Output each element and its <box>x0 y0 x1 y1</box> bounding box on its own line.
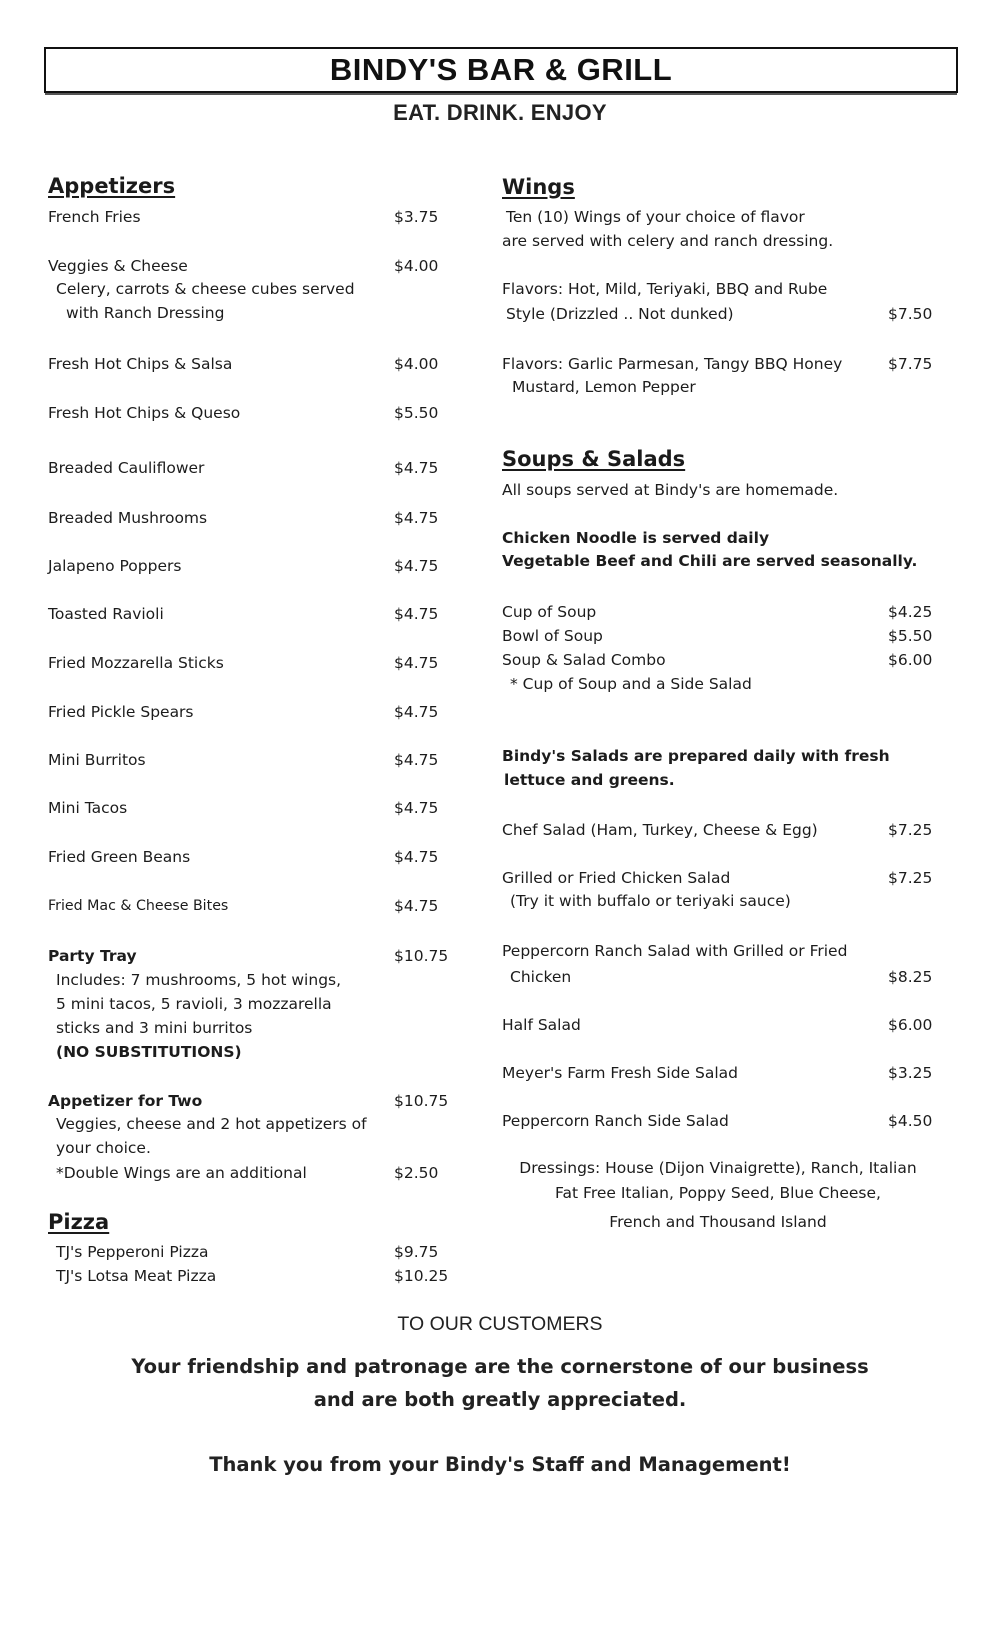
item-name: Veggies & Cheese <box>48 257 188 275</box>
item-price: $4.75 <box>394 459 439 477</box>
item-name: TJ's Pepperoni Pizza <box>56 1243 209 1261</box>
item-price: $4.75 <box>394 509 439 527</box>
item-price: $5.50 <box>888 627 933 645</box>
item-price: $10.25 <box>394 1267 449 1285</box>
footer-heading: TO OUR CUSTOMERS <box>397 1313 603 1335</box>
appetizers-heading: Appetizers <box>48 174 176 198</box>
wings-flavors: Flavors: Hot, Mild, Teriyaki, BBQ and Rube <box>502 280 828 298</box>
footer-line: Your friendship and patronage are the cornerstone of our business <box>131 1355 869 1378</box>
item-name: Breaded Cauliflower <box>48 459 205 477</box>
item-price: $2.50 <box>394 1164 439 1182</box>
item-price: $4.75 <box>394 897 439 915</box>
item-price: $7.25 <box>888 869 933 887</box>
salad-note: Bindy's Salads are prepared daily with fresh <box>502 747 890 765</box>
item-name: Chef Salad (Ham, Turkey, Cheese & Egg) <box>502 821 818 839</box>
item-note: *Double Wings are an additional <box>56 1164 307 1182</box>
wings-intro: Ten (10) Wings of your choice of flavor <box>506 208 805 226</box>
item-name: Meyer's Farm Fresh Side Salad <box>502 1064 738 1082</box>
item-price: $9.75 <box>394 1243 439 1261</box>
item-price: $4.75 <box>394 557 439 575</box>
item-price: $7.75 <box>888 355 933 373</box>
item-name: Mini Tacos <box>48 799 128 817</box>
item-price: $10.75 <box>394 947 449 965</box>
item-name: French Fries <box>48 208 141 226</box>
item-name: Fried Green Beans <box>48 848 191 866</box>
item-name: Grilled or Fried Chicken Salad <box>502 869 731 887</box>
item-description: Includes: 7 mushrooms, 5 hot wings, <box>56 971 342 989</box>
item-name: TJ's Lotsa Meat Pizza <box>56 1267 217 1285</box>
dressings-list: Fat Free Italian, Poppy Seed, Blue Cheese, <box>555 1184 881 1202</box>
tagline: EAT. DRINK. ENJOY <box>393 100 607 125</box>
pizza-heading: Pizza <box>48 1210 110 1234</box>
soups-note: Chicken Noodle is served daily <box>502 529 770 547</box>
item-price: $4.75 <box>394 654 439 672</box>
item-description: Veggies, cheese and 2 hot appetizers of <box>56 1115 367 1133</box>
item-name: Toasted Ravioli <box>48 605 164 623</box>
combo-note: * Cup of Soup and a Side Salad <box>510 675 752 693</box>
wings-flavors: Flavors: Garlic Parmesan, Tangy BBQ Honey <box>502 355 843 373</box>
item-name: Chicken <box>510 968 572 986</box>
wings-intro: are served with celery and ranch dressing. <box>502 232 834 250</box>
item-name: Party Tray <box>48 947 137 965</box>
soups-note: Vegetable Beef and Chili are served seasonally. <box>502 552 918 570</box>
footer-thanks: Thank you from your Bindy's Staff and Management! <box>209 1453 791 1476</box>
item-price: $6.00 <box>888 1016 933 1034</box>
wings-flavors: Style (Drizzled .. Not dunked) <box>506 305 734 323</box>
restaurant-name: BINDY'S BAR & GRILL <box>329 52 673 87</box>
item-name: Appetizer for Two <box>48 1092 203 1110</box>
item-description: Celery, carrots & cheese cubes served <box>56 280 355 298</box>
item-price: $6.00 <box>888 651 933 669</box>
item-price: $4.75 <box>394 848 439 866</box>
item-price: $3.75 <box>394 208 439 226</box>
item-note: (NO SUBSTITUTIONS) <box>56 1043 242 1061</box>
wings-flavors: Mustard, Lemon Pepper <box>512 378 696 396</box>
item-price: $4.25 <box>888 603 933 621</box>
item-name: Bowl of Soup <box>502 627 603 645</box>
item-price: $4.75 <box>394 799 439 817</box>
item-name: Fried Mac & Cheese Bites <box>48 898 229 914</box>
salad-note: lettuce and greens. <box>504 771 675 789</box>
item-price: $4.75 <box>394 703 439 721</box>
item-price: $4.00 <box>394 355 439 373</box>
item-description: sticks and 3 mini burritos <box>56 1019 253 1037</box>
item-description: 5 mini tacos, 5 ravioli, 3 mozzarella <box>56 995 332 1013</box>
item-description: with Ranch Dressing <box>66 304 225 322</box>
item-name: Half Salad <box>502 1016 581 1034</box>
dressings-list: Dressings: House (Dijon Vinaigrette), Ranch, Italian <box>519 1159 917 1177</box>
item-price: $4.75 <box>394 751 439 769</box>
footer-line: and are both greatly appreciated. <box>313 1388 687 1411</box>
item-description: your choice. <box>56 1139 151 1157</box>
item-price: $7.50 <box>888 305 933 323</box>
item-price: $4.00 <box>394 257 439 275</box>
item-name: Soup & Salad Combo <box>502 651 666 669</box>
item-price: $4.75 <box>394 605 439 623</box>
title-box <box>44 47 958 93</box>
item-price: $3.25 <box>888 1064 933 1082</box>
item-name: Fresh Hot Chips & Queso <box>48 404 241 422</box>
item-price: $8.25 <box>888 968 933 986</box>
item-price: $5.50 <box>394 404 439 422</box>
item-name: Jalapeno Poppers <box>48 557 182 575</box>
item-name: Cup of Soup <box>502 603 597 621</box>
item-name: Fresh Hot Chips & Salsa <box>48 355 233 373</box>
item-name: Fried Pickle Spears <box>48 703 194 721</box>
wings-heading: Wings <box>502 175 575 199</box>
soups-intro: All soups served at Bindy's are homemade. <box>502 481 839 499</box>
soups-salads-heading: Soups & Salads <box>502 447 686 471</box>
dressings-list: French and Thousand Island <box>609 1213 827 1231</box>
item-price: $4.50 <box>888 1112 933 1130</box>
item-description: (Try it with buffalo or teriyaki sauce) <box>510 892 791 910</box>
item-name: Peppercorn Ranch Side Salad <box>502 1112 729 1130</box>
item-name: Breaded Mushrooms <box>48 509 208 527</box>
item-name: Mini Burritos <box>48 751 146 769</box>
item-price: $7.25 <box>888 821 933 839</box>
item-name: Peppercorn Ranch Salad with Grilled or Fried <box>502 942 848 960</box>
item-name: Fried Mozzarella Sticks <box>48 654 224 672</box>
item-price: $10.75 <box>394 1092 449 1110</box>
